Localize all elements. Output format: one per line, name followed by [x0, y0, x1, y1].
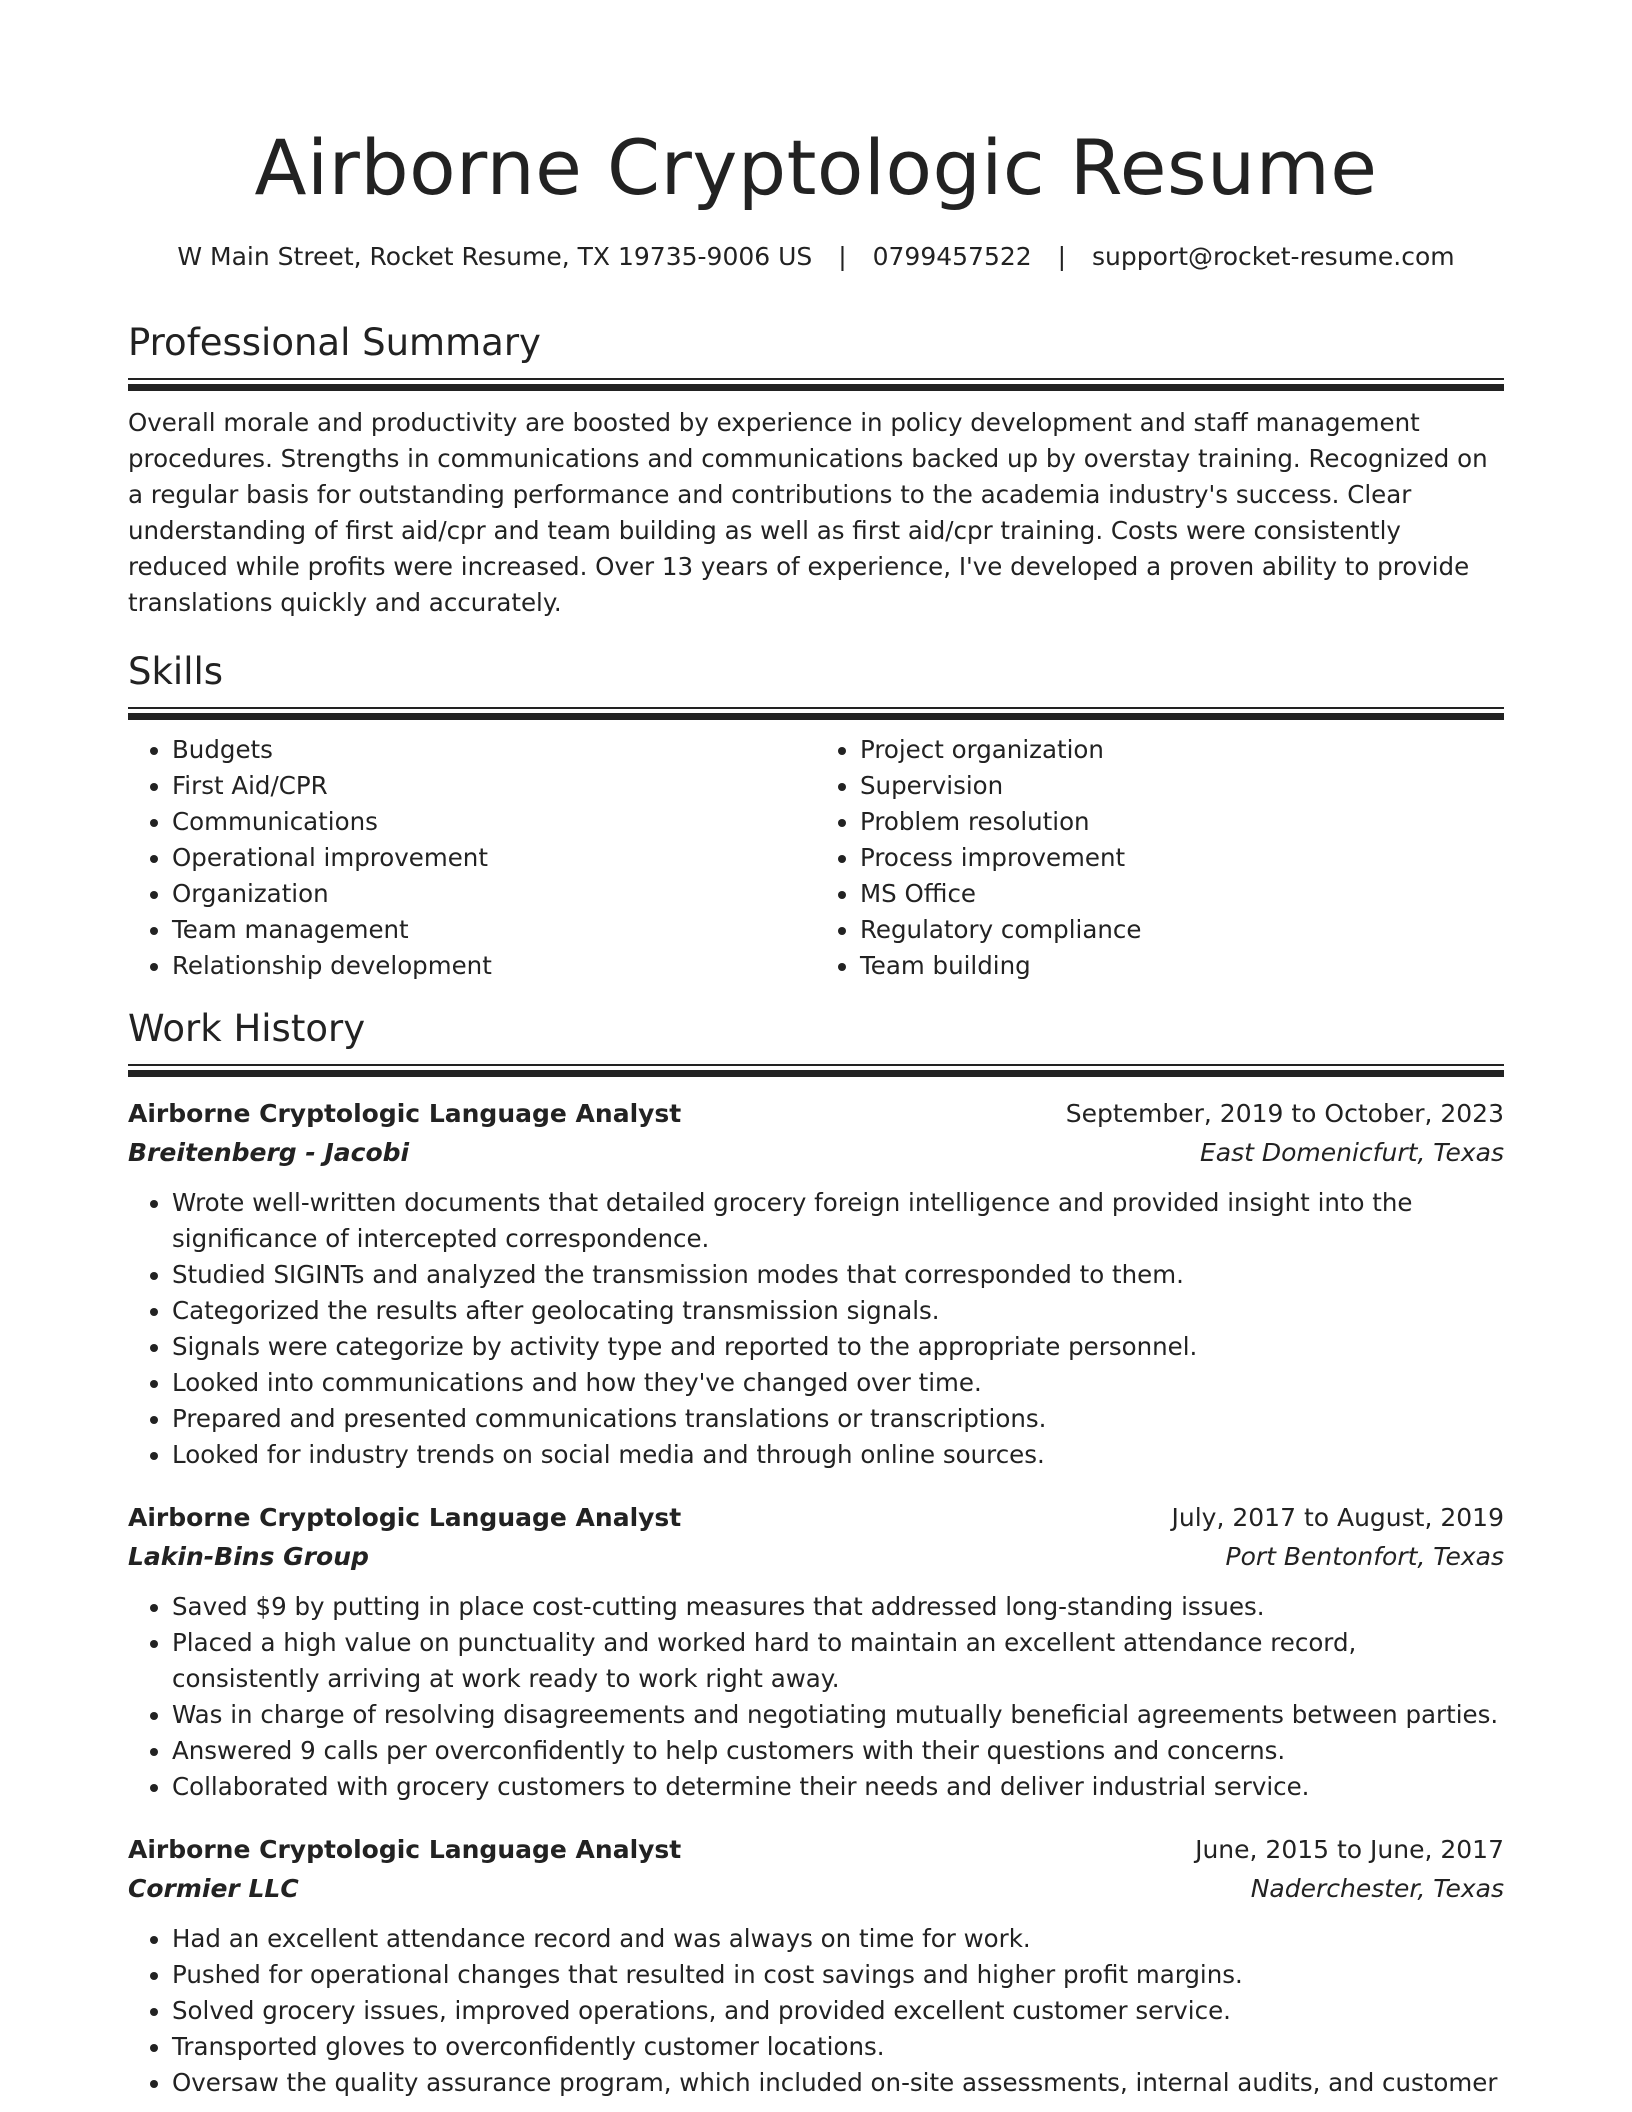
skill-item: • MS Office: [860, 876, 1504, 912]
section-divider: [128, 1064, 1504, 1077]
skill-item: • Organization: [172, 876, 816, 912]
job-header-row: [128, 1095, 1504, 1133]
job-location: Port Bentonfort, Texas: [1225, 1542, 1504, 1571]
contact-separator: |: [838, 242, 847, 271]
job-dates: September, 2019 to October, 2023: [1065, 1099, 1504, 1128]
job-entry: [128, 1095, 1504, 1473]
job-bullet: • Answered 9 calls per overconfidently to help customers with their questions and concerns.: [172, 1733, 1504, 1769]
contact-phone: 0799457522: [872, 242, 1032, 271]
job-title: Airborne Cryptologic Language Analyst: [128, 1835, 682, 1864]
skill-item: • Operational improvement: [172, 840, 816, 876]
section-heading: Skills: [128, 650, 224, 693]
summary-text: Overall morale and productivity are boosted by experience in policy development and staff management procedures. Strengths in communications and communications backed up by overstay training. Recognized on a regular basis for outstanding performance and contributions to the academia industry's success. Clear understanding of first aid/cpr and team building as well as first aid/cpr training. Costs were consistently reduced while profits were increased. Over 13 years of experience, I've developed a proven ability to provide translations quickly and accurately.: [128, 408, 1488, 617]
job-company: Cormier LLC: [128, 1874, 299, 1903]
job-company-row: [128, 1869, 1504, 1909]
skill-item: • First Aid/CPR: [172, 768, 816, 804]
job-location: Naderchester, Texas: [1250, 1874, 1504, 1903]
resume-page: [128, 0, 1504, 2101]
skills-section: [128, 647, 1504, 984]
skill-item: • Communications: [172, 804, 816, 840]
section-heading: Work History: [128, 1007, 366, 1050]
contact-email: support@rocket-resume.com: [1092, 242, 1455, 271]
job-bullet-list: [128, 1589, 1504, 1805]
job-bullet: • Oversaw the quality assurance program, which included on-site assessments, internal audits, and customer: [172, 2065, 1504, 2101]
job-dates: July, 2017 to August, 2019: [1171, 1503, 1504, 1532]
skills-column-right: [816, 732, 1504, 984]
job-bullet: • Collaborated with grocery customers to determine their needs and deliver industrial service.: [172, 1769, 1504, 1805]
skill-item: • Process improvement: [860, 840, 1504, 876]
job-company: Lakin-Bins Group: [128, 1542, 369, 1571]
job-header-row: [128, 1831, 1504, 1869]
skill-item: • Problem resolution: [860, 804, 1504, 840]
job-bullet: • Categorized the results after geolocating transmission signals.: [172, 1293, 1504, 1329]
skill-item: • Budgets: [172, 732, 816, 768]
contact-line: [128, 240, 1504, 274]
job-bullet-list: [128, 1921, 1504, 2101]
job-title: Airborne Cryptologic Language Analyst: [128, 1099, 682, 1128]
work-history-section: [128, 1004, 1504, 2101]
job-bullet: • Prepared and presented communications translations or transcriptions.: [172, 1401, 1504, 1437]
job-bullet: • Looked for industry trends on social media and through online sources.: [172, 1437, 1504, 1473]
job-location: East Domenicfurt, Texas: [1199, 1138, 1504, 1167]
job-bullet: • Placed a high value on punctuality and worked hard to maintain an excellent attendance record, consistently arriving at work ready to work right away.: [172, 1625, 1504, 1697]
job-company-row: [128, 1537, 1504, 1577]
skills-grid: [128, 732, 1504, 984]
job-bullet: • Was in charge of resolving disagreements and negotiating mutually beneficial agreements between parties.: [172, 1697, 1504, 1733]
job-bullet: • Wrote well-written documents that detailed grocery foreign intelligence and provided insight into the significance of intercepted correspondence.: [172, 1185, 1504, 1257]
section-divider: [128, 378, 1504, 391]
job-entry: [128, 1831, 1504, 2101]
skills-column-left: [128, 732, 816, 984]
resume-title: Airborne Cryptologic Resume: [254, 123, 1378, 212]
job-title: Airborne Cryptologic Language Analyst: [128, 1503, 682, 1532]
job-entry: [128, 1499, 1504, 1805]
job-header-row: [128, 1499, 1504, 1537]
contact-separator: |: [1057, 242, 1067, 271]
job-dates: June, 2015 to June, 2017: [1195, 1835, 1504, 1864]
job-bullet: • Signals were categorize by activity type and reported to the appropriate personnel.: [172, 1329, 1504, 1365]
contact-address: W Main Street, Rocket Resume, TX 19735-9006 US: [177, 242, 813, 271]
skill-item: • Supervision: [860, 768, 1504, 804]
job-company-row: [128, 1133, 1504, 1173]
job-bullet: • Saved $9 by putting in place cost-cutting measures that addressed long-standing issues.: [172, 1589, 1504, 1625]
skill-item: • Team building: [860, 948, 1504, 984]
job-bullet: • Had an excellent attendance record and was always on time for work.: [172, 1921, 1504, 1957]
job-bullet: • Looked into communications and how they've changed over time.: [172, 1365, 1504, 1401]
job-company: Breitenberg - Jacobi: [128, 1138, 410, 1167]
job-bullet: • Solved grocery issues, improved operations, and provided excellent customer service.: [172, 1993, 1504, 2029]
section-divider: [128, 707, 1504, 720]
skill-item: • Relationship development: [172, 948, 816, 984]
professional-summary-section: [128, 318, 1504, 621]
skill-item: • Regulatory compliance: [860, 912, 1504, 948]
job-bullet-list: [128, 1185, 1504, 1473]
job-bullet: • Transported gloves to overconfidently customer locations.: [172, 2029, 1504, 2065]
skill-item: • Team management: [172, 912, 816, 948]
job-bullet: • Pushed for operational changes that resulted in cost savings and higher profit margins.: [172, 1957, 1504, 1993]
section-heading: Professional Summary: [128, 321, 541, 364]
job-bullet: • Studied SIGINTs and analyzed the transmission modes that corresponded to them.: [172, 1257, 1504, 1293]
skill-item: • Project organization: [860, 732, 1504, 768]
